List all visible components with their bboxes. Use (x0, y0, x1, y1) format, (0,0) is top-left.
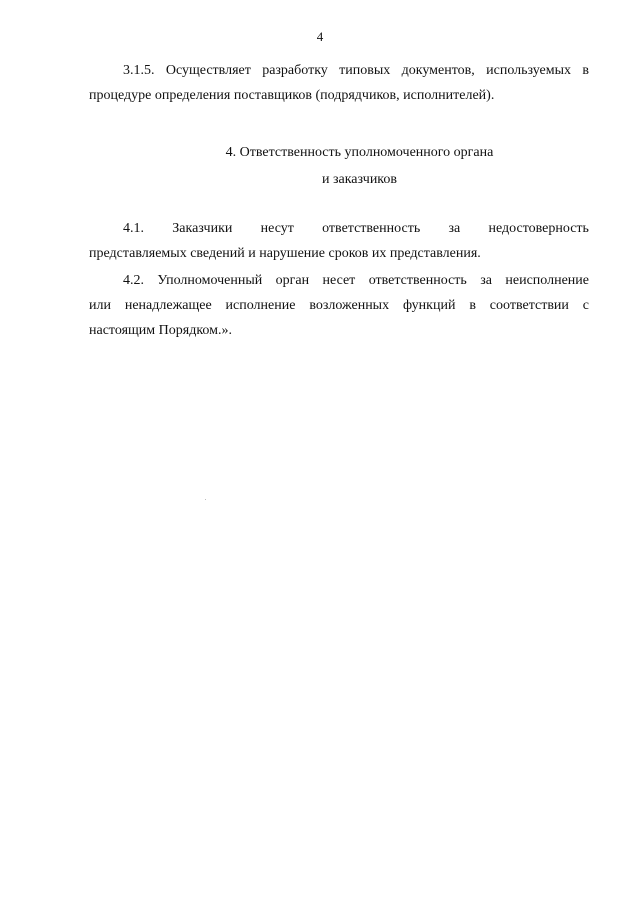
section-4-heading (0, 140, 640, 192)
section-4-heading-line-2: и заказчиков (321, 172, 398, 187)
clause-4-2-line-2: или ненадлежащее исполнение возложенных функций в соответствии с (89, 298, 589, 313)
clause-4-1-word: несут (260, 221, 294, 236)
clause-3-1-5 (89, 58, 589, 108)
clause-4-1-line-1 (89, 216, 589, 241)
clause-4-1-line-2: представляемых сведений и нарушение сроков их представления. (89, 246, 481, 261)
clause-3-1-5-line-1: 3.1.5. Осуществляет разработку типовых документов, используемых в (123, 63, 589, 78)
clause-4-2-line-3: настоящим Порядком.». (89, 323, 233, 338)
scan-speck (205, 499, 206, 500)
clause-4-1-word: за (448, 221, 461, 236)
clause-4-1-word: 4.1. (123, 221, 144, 236)
page-number: 4 (316, 29, 324, 44)
clause-4-1-word: Заказчики (172, 221, 233, 236)
clause-3-1-5-line-2: процедуре определения поставщиков (подрядчиков, исполнителей). (89, 88, 495, 103)
clause-4-1 (89, 216, 589, 266)
clause-4-2-line-1: 4.2. Уполномоченный орган несет ответственность за неисполнение (123, 273, 589, 288)
clause-4-1-word: недостоверность (488, 221, 589, 236)
section-4-heading-line-1: 4. Ответственность уполномоченного органа (225, 145, 494, 160)
clause-4-1-word: ответственность (322, 221, 421, 236)
clause-4-2 (89, 268, 589, 343)
